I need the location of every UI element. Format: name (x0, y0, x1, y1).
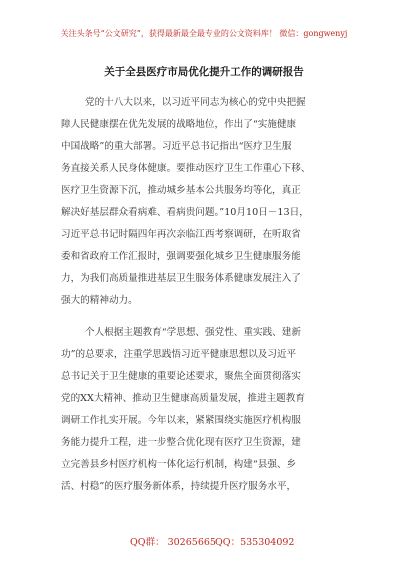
paragraph-2-line-2: 功”的总要求，注重学思践悟习近平健康思想以及习近平 (61, 349, 297, 360)
paragraph-2-line-3: 总书记关于卫生健康的重要论述要求，聚焦全面贯彻落实 (61, 371, 301, 382)
paragraph-1-line-9: 力，为我们高质量推进基层卫生服务体系健康发展注入了 (61, 273, 301, 284)
paragraph-2-line-4: 党的XX大精神、推动卫生健康高质量发展，推进主题教育 (61, 393, 305, 404)
footer-qq-number: QQ：535304092 (215, 537, 295, 548)
paragraph-2-line-8: 活、村稳”的医疗服务新体系，持续提升医疗服务水平， (61, 481, 297, 492)
paragraph-1-line-6: 解决好基层群众看病难、看病贵问题。”10月10日－13日， (61, 207, 309, 218)
paragraph-1-line-1: 党的十八大以来，以习近平同志为核心的党中央把握 (85, 97, 306, 108)
paragraph-2-line-6: 务能力提升工程，进一步整合优化现有医疗卫生资源，建 (61, 437, 301, 448)
document-title: 关于全县医疗市局优化提升工作的调研报告 (104, 66, 304, 78)
paragraph-1-line-7: 习近平总书记时隔四年再次亲临江西考察调研，在听取省 (61, 229, 301, 240)
paragraph-1-line-5: 医疗卫生资源下沉，推动城乡基本公共服务均等化，真正 (61, 185, 301, 196)
paragraph-2-line-1: 个人根据主题教育“学思想、强党性、重实践、建新 (85, 327, 301, 338)
paragraph-1-line-10: 强大的精神动力。 (61, 295, 138, 306)
paragraph-1-line-2: 障人民健康摆在优先发展的战略地位，作出了“实施健康 (61, 119, 297, 130)
paragraph-1-line-8: 委和省政府工作汇报时，强调要强化城乡卫生健康服务能 (61, 251, 301, 262)
paragraph-1-line-3: 中国战略”的重大部署。习近平总书记指出“医疗卫生服 (61, 141, 292, 152)
paragraph-2-line-5: 调研工作扎实开展。今年以来，紧紧围绕实施医疗机构服 (61, 415, 301, 426)
footer-qq-group: QQ群： 30265665 (130, 537, 216, 548)
paragraph-1-line-4: 务直接关系人民身体健康。要推动医疗卫生工作重心下移、 (61, 163, 311, 174)
header-promo-note: 关注头条号“公文研究”，获得最新最全最专业的公文资料库！ 微信：gongwenyj (60, 29, 348, 38)
paragraph-2-line-7: 立完善县乡村医疗机构一体化运行机制，构建“县强、乡 (61, 459, 297, 470)
